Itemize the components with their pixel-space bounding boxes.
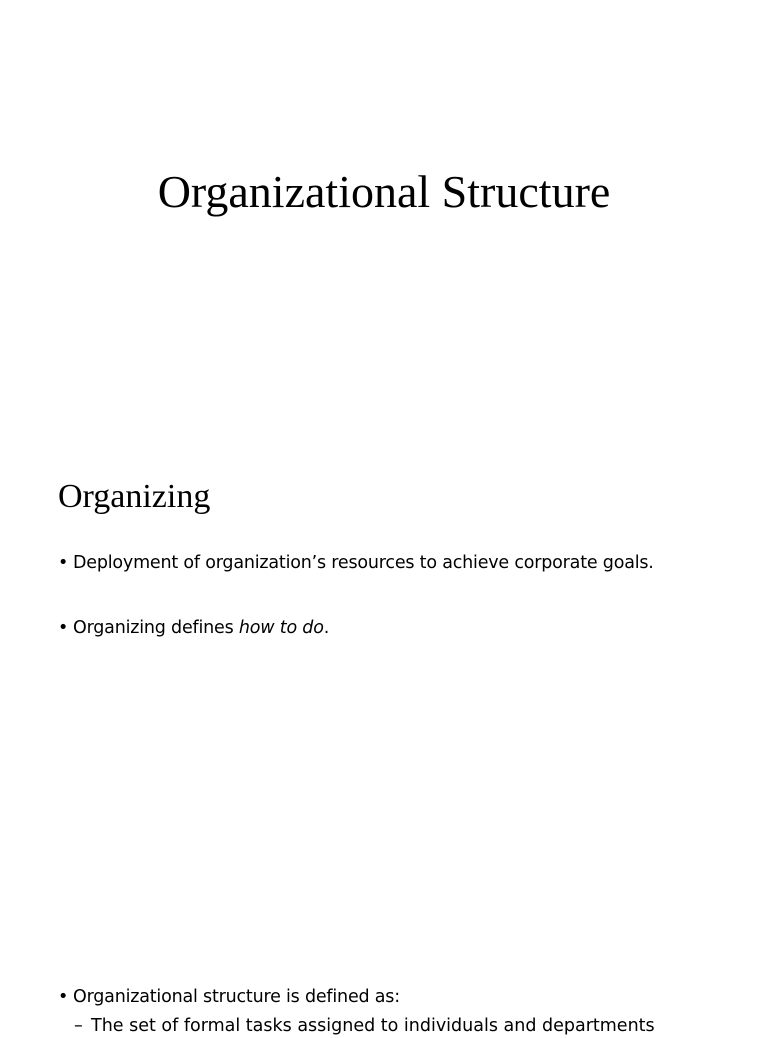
bullet-item <box>58 616 329 640</box>
bullet-icon: • <box>58 553 69 573</box>
slide-title: Organizational Structure <box>157 166 611 217</box>
section-heading: Organizing <box>58 478 211 515</box>
sub-bullet-item <box>74 1014 655 1038</box>
bullet-icon: • <box>58 618 69 638</box>
bullet-text: Organizational structure is defined as: <box>73 987 400 1007</box>
bullet-item <box>58 551 654 575</box>
bullet-text-end: . <box>323 618 330 638</box>
bullet-emphasis: how to do <box>238 618 324 638</box>
bullet-icon: • <box>58 987 69 1007</box>
sub-bullet-text: The set of formal tasks assigned to individuals and departments <box>91 1016 655 1036</box>
bullet-item <box>58 985 400 1009</box>
dash-icon: – <box>74 1016 83 1036</box>
bullet-text: Organizing defines <box>73 618 239 638</box>
bullet-text: Deployment of organization’s resources to achieve corporate goals. <box>73 553 654 573</box>
